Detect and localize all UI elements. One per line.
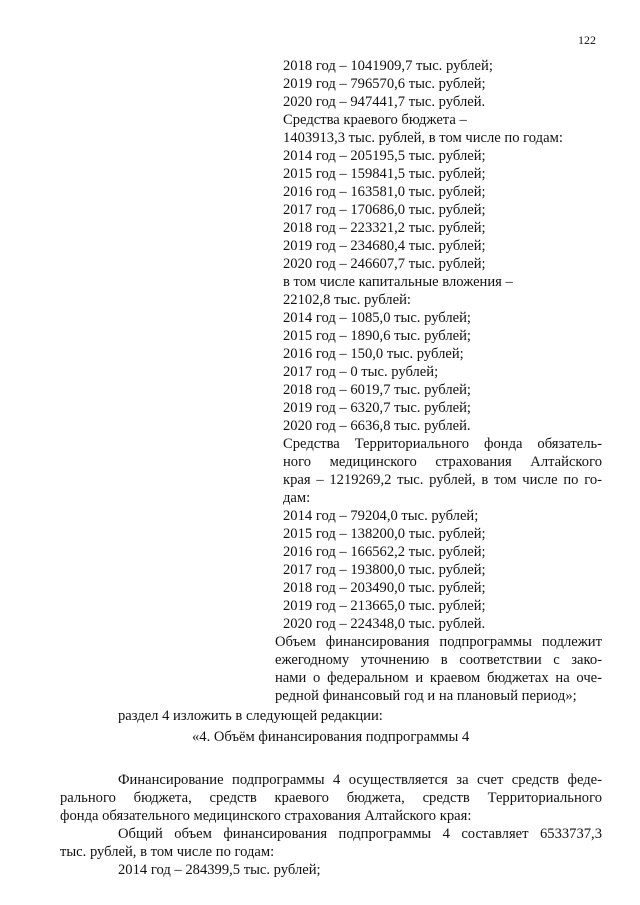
regional-year-2017: 2017 год – 170686,0 тыс. рублей; — [283, 202, 486, 218]
tfoms-year-2019: 2019 год – 213665,0 тыс. рублей; — [283, 598, 486, 614]
regional-year-2020: 2020 год – 246607,7 тыс. рублей; — [283, 256, 486, 272]
tfoms-year-2018: 2018 год – 203490,0 тыс. рублей; — [283, 580, 486, 596]
tfoms-year-2016: 2016 год – 166562,2 тыс. рублей; — [283, 544, 486, 560]
capital-year-2015: 2015 год – 1890,6 тыс. рублей; — [283, 328, 471, 344]
capital-investments-heading: в том числе капитальные вложения – — [283, 274, 513, 290]
federal-year-2020: 2020 год – 947441,7 тыс. рублей. — [283, 94, 486, 110]
capital-year-2019: 2019 год – 6320,7 тыс. рублей; — [283, 400, 471, 416]
capital-year-2014: 2014 год – 1085,0 тыс. рублей; — [283, 310, 471, 326]
total-paragraph-line-2: тыс. рублей, в том числе по годам: — [60, 844, 275, 860]
body-paragraph-line-1: Финансирование подпрограммы 4 осуществляется за счет средств феде- — [118, 772, 602, 788]
section-title: «4. Объём финансирования подпрограммы 4 — [192, 729, 470, 745]
note-line-3: нами о федеральном и краевом бюджетах на оче- — [275, 670, 602, 686]
body-paragraph-line-2: рального бюджета, средств краевого бюджета, средств Территориального — [60, 790, 602, 806]
tfoms-heading-line-1: Средства Территориального фонда обязатель- — [283, 436, 602, 452]
note-line-2: ежегодному уточнению в соответствии с зако- — [275, 652, 602, 668]
capital-year-2017: 2017 год – 0 тыс. рублей; — [283, 364, 439, 380]
regional-budget-heading: Средства краевого бюджета – — [283, 112, 467, 128]
total-year-2014: 2014 год – 284399,5 тыс. рублей; — [118, 862, 321, 878]
tfoms-year-2014: 2014 год – 79204,0 тыс. рублей; — [283, 508, 479, 524]
regional-year-2015: 2015 год – 159841,5 тыс. рублей; — [283, 166, 486, 182]
capital-year-2016: 2016 год – 150,0 тыс. рублей; — [283, 346, 464, 362]
tfoms-heading-line-3: края – 1219269,2 тыс. рублей, в том числе по го- — [283, 472, 602, 488]
regional-budget-total: 1403913,3 тыс. рублей, в том числе по годам: — [283, 130, 563, 146]
capital-year-2018: 2018 год – 6019,7 тыс. рублей; — [283, 382, 471, 398]
regional-year-2018: 2018 год – 223321,2 тыс. рублей; — [283, 220, 486, 236]
tfoms-year-2017: 2017 год – 193800,0 тыс. рублей; — [283, 562, 486, 578]
tfoms-heading-line-4: дам: — [283, 490, 311, 506]
tfoms-heading-line-2: ного медицинского страхования Алтайского — [283, 454, 602, 470]
federal-year-2019: 2019 год – 796570,6 тыс. рублей; — [283, 76, 486, 92]
page-number: 122 — [578, 33, 596, 47]
note-line-4: редной финансовый год и на плановый период»; — [275, 688, 577, 704]
tfoms-year-2020: 2020 год – 224348,0 тыс. рублей. — [283, 616, 486, 632]
total-paragraph-line-1: Общий объем финансирования подпрограммы 4 составляет 6533737,3 — [118, 826, 602, 842]
regional-year-2016: 2016 год – 163581,0 тыс. рублей; — [283, 184, 486, 200]
section-intro: раздел 4 изложить в следующей редакции: — [118, 708, 383, 724]
capital-investments-total: 22102,8 тыс. рублей: — [283, 292, 411, 308]
note-line-1: Объем финансирования подпрограммы подлежит — [275, 634, 602, 650]
regional-year-2014: 2014 год – 205195,5 тыс. рублей; — [283, 148, 486, 164]
body-paragraph-line-3: фонда обязательного медицинского страхования Алтайского края: — [60, 808, 472, 824]
federal-year-2018: 2018 год – 1041909,7 тыс. рублей; — [283, 58, 493, 74]
capital-year-2020: 2020 год – 6636,8 тыс. рублей. — [283, 418, 471, 434]
tfoms-year-2015: 2015 год – 138200,0 тыс. рублей; — [283, 526, 486, 542]
regional-year-2019: 2019 год – 234680,4 тыс. рублей; — [283, 238, 486, 254]
